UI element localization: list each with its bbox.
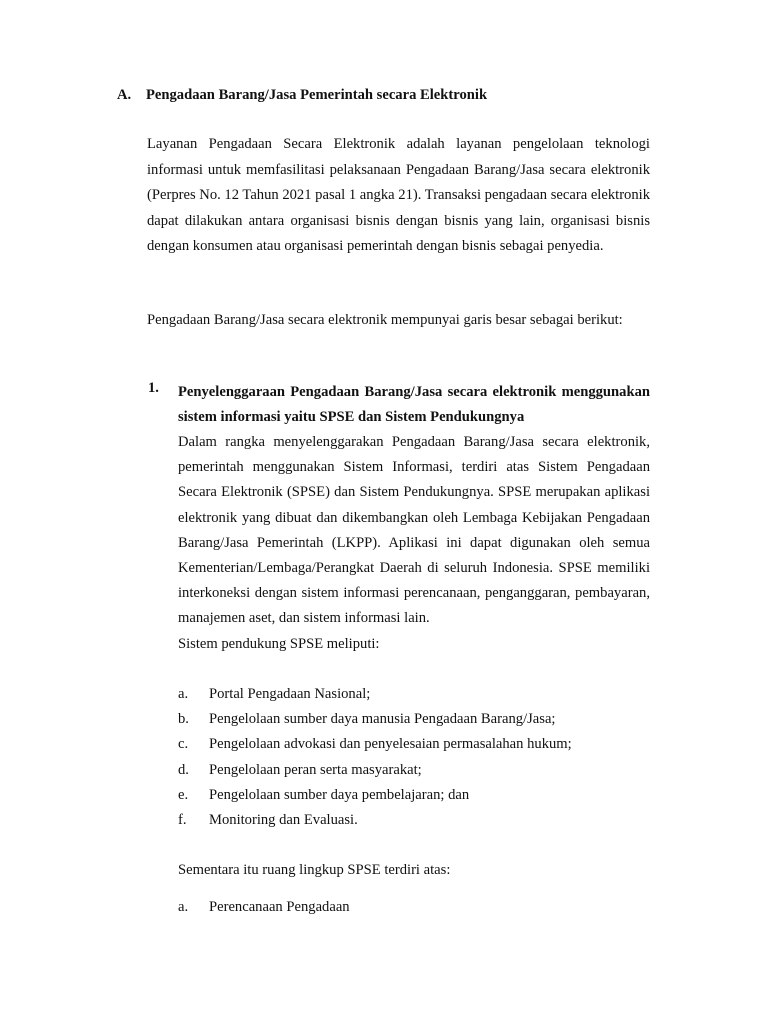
item-body	[178, 430, 650, 657]
list-item: a. Perencanaan Pengadaan	[178, 899, 350, 915]
list-item: a. Portal Pengadaan Nasional;	[178, 686, 371, 702]
intro-paragraph: Layanan Pengadaan Secara Elektronik adalah layanan pengelolaan teknologi informasi untuk memfasilitasi pelaksanaan Pengadaan Barang/Jasa secara elektronik (Perpres No. 12 Tahun 2021 pasal 1 angka 21). Transaksi pengadaan secara elektronik dapat dilakukan antara organisasi bisnis dengan bisnis yang lain, organisasi bisnis dengan konsumen atau organisasi pemerintah dengan bisnis sebagai penyedia.	[147, 136, 650, 255]
item-body-text: Dalam rangka menyelenggarakan Pengadaan Barang/Jasa secara elektronik, pemerintah menggunakan Sistem Informasi, terdiri atas Sistem Pengadaan Secara Elektronik (SPSE) dan Sistem Pendukungnya. SPSE merupakan aplikasi elektronik yang dibuat dan dikembangkan oleh Lembaga Kebijakan Pengadaan Barang/Jasa Pemerintah (LKPP). Aplikasi ini dapat digunakan oleh semua Kementerian/Lembaga/Perangkat Daerah di seluruh Indonesia. SPSE memiliki interkoneksi dengan sistem informasi perencanaan, penganggaran, pembayaran, manajemen aset, dan sistem informasi lain.	[178, 434, 650, 627]
support-intro: Sistem pendukung SPSE meliputi:	[178, 635, 380, 652]
item-number: 1.	[148, 380, 159, 396]
list-item: b. Pengelolaan sumber daya manusia Pengadaan Barang/Jasa;	[178, 711, 556, 728]
outline-paragraph: Pengadaan Barang/Jasa secara elektronik mempunyai garis besar sebagai berikut:	[147, 312, 623, 328]
item-title: Penyelenggaraan Pengadaan Barang/Jasa secara elektronik menggunakan sistem informasi yaitu SPSE dan Sistem Pendukungnya	[178, 384, 650, 425]
scope-list	[178, 895, 350, 920]
list-item: e. Pengelolaan sumber daya pembelajaran; dan	[178, 786, 470, 803]
section-title: Pengadaan Barang/Jasa Pemerintah secara Elektronik	[146, 87, 488, 103]
list-item: d. Pengelolaan peran serta masyarakat;	[178, 761, 422, 778]
section-heading	[117, 87, 487, 104]
scope-intro: Sementara itu ruang lingkup SPSE terdiri atas:	[178, 862, 451, 878]
support-list	[178, 682, 572, 833]
list-item: f. Monitoring dan Evaluasi.	[178, 811, 358, 828]
section-number: A.	[117, 87, 132, 103]
list-item: c. Pengelolaan advokasi dan penyelesaian permasalahan hukum;	[178, 736, 572, 753]
